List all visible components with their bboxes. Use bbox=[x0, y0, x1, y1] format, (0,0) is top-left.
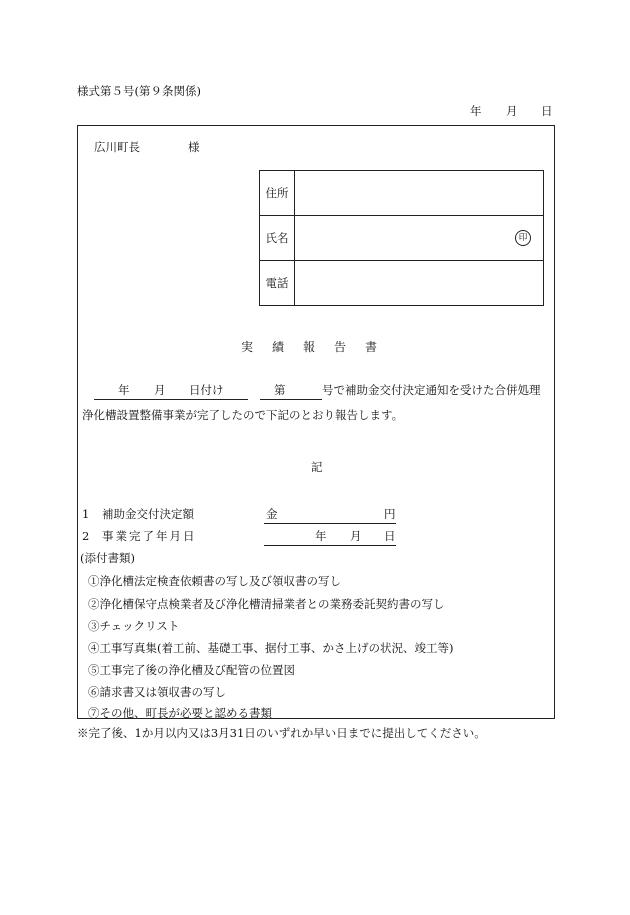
name-label: 氏名 bbox=[260, 216, 295, 260]
date-day: 日 bbox=[541, 104, 553, 118]
ki-heading: 記 bbox=[311, 460, 323, 474]
document-title: 実績報告書 bbox=[241, 340, 397, 354]
body-month: 月 bbox=[154, 383, 166, 397]
attachment-item: ④工事写真集(着工前、基礎工事、据付工事、かさ上げの状況、竣工等) bbox=[88, 641, 454, 655]
item2-day: 日 bbox=[384, 529, 396, 543]
item2-month: 月 bbox=[350, 529, 362, 543]
body-year: 年 bbox=[118, 383, 130, 397]
attachments-heading: (添付書類) bbox=[80, 551, 135, 565]
attachment-item: ⑥請求書又は領収書の写し bbox=[88, 685, 226, 699]
body-dated: 日付け bbox=[189, 383, 224, 397]
attachment-item: ①浄化槽法定検査依頼書の写し及び領収書の写し bbox=[88, 574, 341, 588]
addressee-honorific: 様 bbox=[188, 140, 200, 154]
item2-year: 年 bbox=[315, 529, 327, 543]
phone-label: 電話 bbox=[260, 261, 295, 305]
body-number-field bbox=[260, 383, 322, 400]
item1-unit: 円 bbox=[384, 507, 396, 521]
attachment-item: ⑤工事完了後の浄化槽及び配管の位置図 bbox=[88, 663, 295, 677]
address-row bbox=[260, 171, 543, 216]
item2-num: 2 bbox=[82, 529, 90, 543]
item1-label: 補助金交付決定額 bbox=[102, 507, 194, 521]
date-year: 年 bbox=[470, 104, 482, 118]
item1-amount-field bbox=[264, 507, 396, 524]
attachment-item: ③チェックリスト bbox=[88, 619, 180, 633]
address-label: 住所 bbox=[260, 171, 295, 215]
phone-row bbox=[260, 261, 543, 305]
item1-prefix: 金 bbox=[266, 507, 278, 521]
date-month: 月 bbox=[506, 104, 518, 118]
body-number-prefix: 第 bbox=[274, 383, 286, 397]
attachment-item: ⑦その他、町長が必要と認める書類 bbox=[88, 706, 272, 720]
item1-num: 1 bbox=[82, 507, 90, 521]
body-line-2: 浄化槽設置整備事業が完了したので下記のとおり報告します。 bbox=[82, 408, 404, 422]
addressee-name: 広川町長 bbox=[94, 140, 140, 154]
applicant-box bbox=[259, 170, 544, 306]
form-number: 様式第５号(第９条関係) bbox=[77, 84, 201, 98]
item2-date-field bbox=[264, 529, 396, 546]
footnote: ※完了後、1か月以内又は3月31日のいずれか早い日までに提出してください。 bbox=[77, 726, 486, 740]
attachment-item: ②浄化槽保守点検業者及び浄化槽清掃業者との業務委託契約書の写し bbox=[88, 597, 445, 611]
item2-label: 事業完了年月日 bbox=[102, 529, 197, 543]
body-line1-rest: 号で補助金交付決定通知を受けた合併処理 bbox=[322, 383, 541, 397]
seal-mark: 印 bbox=[515, 230, 531, 246]
name-row bbox=[260, 216, 543, 261]
